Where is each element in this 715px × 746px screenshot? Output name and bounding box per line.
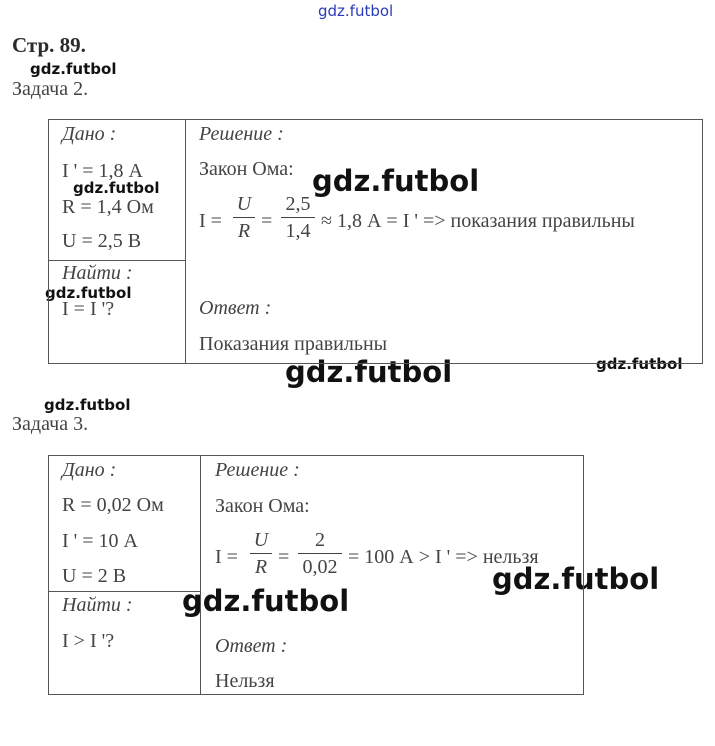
task2-frac2-numerator: 2,5 [285, 193, 311, 215]
task3-formula-result: = 100 А > I ' => нельзя [348, 546, 539, 568]
task2-solution-cell [185, 119, 703, 364]
page-heading: Стр. 89. [12, 33, 86, 57]
task3-answer-label: Ответ : [215, 635, 288, 657]
task2-frac1-numerator: U [236, 193, 252, 215]
watermark: gdz.futbol [45, 284, 132, 302]
task2-answer: Показания правильны [199, 333, 388, 355]
watermark: gdz.futbol [73, 179, 160, 197]
watermark: gdz.futbol [30, 60, 117, 78]
task2-formula-lhs: I = [199, 210, 222, 232]
task3-title: Задача 3. [12, 413, 89, 435]
task2-find-question: I = I '? [62, 298, 115, 320]
task3-find-question: I > I '? [62, 630, 115, 652]
task2-given-voltage: U = 2,5 В [62, 230, 142, 252]
task3-formula-eq: = [278, 546, 290, 568]
watermark: gdz.futbol [182, 584, 350, 618]
task2-find-label: Найти : [62, 262, 133, 284]
task3-formula-lhs: I = [215, 546, 238, 568]
watermark: gdz.futbol [285, 355, 453, 389]
task3-find-label: Найти : [62, 594, 133, 616]
task3-fraction-u-over-r [250, 529, 272, 578]
task2-title: Задача 2. [12, 78, 89, 100]
task3-fraction-values [298, 529, 342, 578]
task2-formula-result: ≈ 1,8 А = I ' => показания правильны [321, 210, 635, 232]
task2-given-label: Дано : [62, 123, 117, 145]
task3-frac1-numerator: U [253, 529, 269, 551]
task2-fraction-u-over-r [233, 193, 255, 242]
task3-answer: Нельзя [215, 670, 275, 692]
task2-solution-label: Решение : [199, 123, 284, 145]
task3-solution-label: Решение : [215, 459, 300, 481]
task2-formula-eq: = [261, 210, 273, 232]
task3-ohm-law: Закон Ома: [215, 495, 310, 517]
task3-given-label: Дано : [62, 459, 117, 481]
task3-frac2-numerator: 2 [315, 529, 325, 551]
watermark: gdz.futbol [44, 396, 131, 414]
task2-fraction-values [281, 193, 315, 242]
task3-frac1-denominator: R [254, 556, 268, 578]
task3-given-voltage: U = 2 В [62, 565, 127, 587]
task2-frac2-denominator: 1,4 [285, 220, 311, 242]
watermark: gdz.futbol [596, 355, 683, 373]
task3-given-current: I ' = 10 А [62, 530, 138, 552]
task3-frac2-denominator: 0,02 [302, 556, 338, 578]
watermark: gdz.futbol [312, 164, 480, 198]
task2-ohm-law: Закон Ома: [199, 158, 294, 180]
task2-given-current: I ' = 1,8 А [62, 160, 143, 182]
task3-given-resistance: R = 0,02 Ом [62, 494, 164, 516]
watermark-top: gdz.futbol [318, 2, 394, 20]
task2-frac1-denominator: R [237, 220, 251, 242]
task2-answer-label: Ответ : [199, 297, 272, 319]
task2-given-resistance: R = 1,4 Ом [62, 196, 154, 218]
watermark: gdz.futbol [492, 562, 660, 596]
